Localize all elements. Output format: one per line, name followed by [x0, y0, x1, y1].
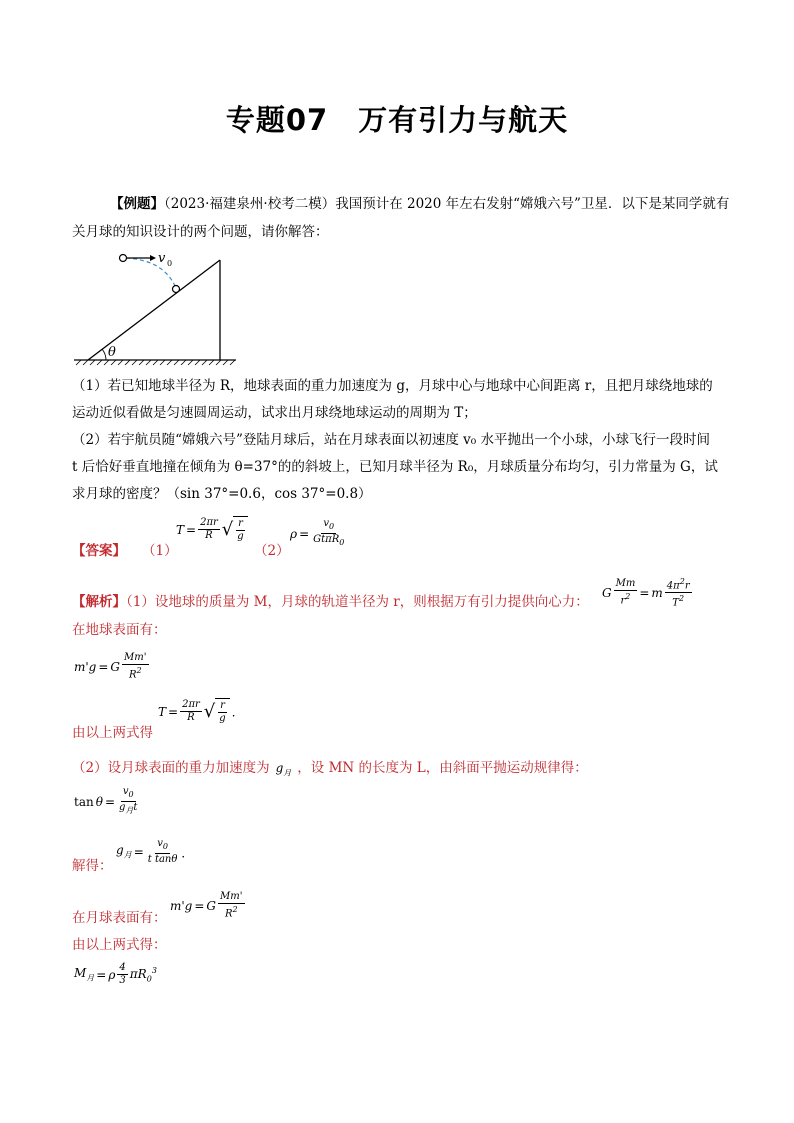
moon-mass-formula: $M_月$ = ρ $\frac{4}{3}$ $\pi R_0^3$ [74, 962, 157, 986]
moon-gravity-formula: $g_月$ = $\frac{v_0}{\text{t tanθ}}$ ． [116, 838, 194, 865]
gravity-centripetal-formula: G $\frac{Mm}{r^2}$ = m $\frac{4\pi^2r}{T^2}$ [602, 577, 690, 609]
example-line-2: 关月球的知识设计的两个问题，请你解答： [72, 224, 329, 240]
q2-line-2: t 后恰好垂直地撞在倾角为 θ=37°的的斜坡上，已知月球半径为 R₀，月球质量分布均匀，引力常量为 G，试 [72, 459, 718, 475]
velocity-arrowhead [150, 255, 156, 261]
moon-gravity-symbol: $g_月$ [275, 761, 292, 778]
velocity-label: v [158, 251, 166, 266]
analysis-line-3: 由以上两式得 [72, 725, 153, 741]
analysis-line-5: 解得： [72, 858, 113, 874]
tan-theta-formula: tan θ = $\frac{v_0}{g_月t}$ [74, 786, 138, 815]
page-title: 专题07 万有引力与航天 [225, 103, 569, 137]
q1-line-2: 运动近似看做是匀速圆周运动，试求出月球绕地球运动的周期为 T； [72, 405, 477, 421]
answer-tag: 【答案】 [72, 543, 126, 559]
ball-impact [173, 286, 180, 293]
answer-part-1: （1） [142, 543, 178, 559]
analysis-line-4: （2）设月球表面的重力加速度为 $g_月$ ，设 MN 的长度为 L，由斜面平抛运动规律得： [72, 760, 588, 778]
answer-part-2: （2） [254, 543, 290, 559]
analysis-line-2: 在地球表面有： [72, 622, 167, 638]
earth-surface-formula: m'g = G $\frac{Mm'}{R^2}$ [74, 652, 147, 681]
example-tag: 【例题】 [110, 196, 164, 212]
ball-start [120, 255, 127, 262]
answer-formula-2: ρ = $\frac{v_0}{Gt\pi R_0}$ [290, 518, 345, 547]
answer-formula-1: T = $\frac{2\pi r}{R}$ √ $\frac{r}{g}$ [176, 516, 248, 543]
q2-line-1: （2）若宇航员随“嫦娥六号”登陆月球后，站在月球表面以初速度 v₀ 水平抛出一个小球，小球飞行一段时间 [72, 432, 711, 448]
analysis-line-7: 由以上两式得： [72, 937, 167, 953]
theta-label: θ [108, 345, 116, 360]
theta-arc [102, 349, 106, 360]
incline-figure [68, 246, 240, 368]
analysis-line-1: 【解析】（1）设地球的质量为 M，月球的轨道半径为 r，则根据万有引力提供向心力： [72, 594, 589, 610]
velocity-sub: 0 [167, 259, 173, 268]
example-text-1: （2023·福建泉州·校考二模）我国预计在 2020 年左右发射“嫦娥六号”卫星．以下是某同学就有 [164, 196, 730, 212]
period-formula: T = $\frac{2\pi r}{R}$ √ $\frac{r}{g}$ ． [158, 699, 244, 724]
analysis-line-6: 在月球表面有： [72, 910, 167, 926]
moon-surface-formula: m'g = G $\frac{Mm'}{R^2}$ [170, 891, 243, 920]
example-line-1 [110, 194, 729, 214]
analysis-tag: 【解析】 [72, 594, 126, 610]
q2-line-3: 求月球的密度？（sin 37°=0.6，cos 37°=0.8） [72, 486, 372, 502]
q1-line-1: （1）若已知地球半径为 R，地球表面的重力加速度为 g，月球中心与地球中心间距离 r，且把月球绕地球的 [72, 378, 713, 394]
ground-hatch [76, 360, 235, 365]
